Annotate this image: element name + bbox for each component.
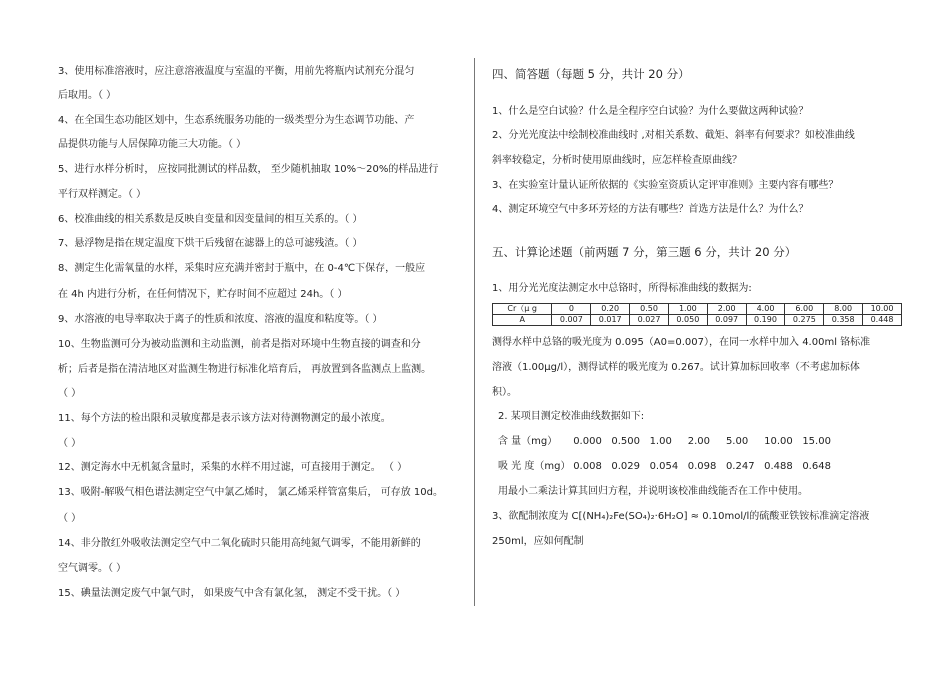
q2-value: 0.000 (573, 436, 602, 447)
calc-question-3: 3、欲配制浓度为 C[(NH₄)₂Fe(SO₄)₂·6H₂O] ≈ 0.10mol/l的硫酸亚铁铵标准滴定溶液 (492, 511, 870, 522)
calc-question-1: 1、用分光光度法测定水中总铬时，所得标准曲线的数据为: (492, 283, 752, 294)
left-line: 在 4h 内进行分析，在任何情况下，贮存时间不应超过 24h。（ ） (58, 289, 348, 300)
table-row (493, 315, 902, 326)
table-cell: 2.00 (707, 304, 746, 315)
table-cell: 0.017 (591, 315, 630, 326)
left-line: （ ） (58, 388, 82, 399)
left-line: 7、悬浮物是指在规定温度下烘干后残留在滤器上的总可滤残渣。（ ） (58, 238, 363, 249)
left-line: 空气调零。（ ） (58, 563, 127, 574)
short-answer-question: 斜率较稳定，分析时使用原曲线时，应怎样检查原曲线？ (492, 155, 742, 166)
table-cell: 0.050 (668, 315, 707, 326)
table-cell: A (493, 315, 552, 326)
q2-row-absorbance (498, 462, 837, 472)
left-line: 平行双样测定。（ ） (58, 189, 147, 200)
left-line: （ ） (58, 513, 82, 524)
q2-note: 用最小二乘法计算其回归方程，并说明该校准曲线能否在工作中使用。 (498, 486, 808, 497)
short-answer-question: 1、什么是空白试验？什么是全程序空白试验？为什么要做这两种试验？ (492, 106, 809, 117)
left-line: 后取用。（ ） (58, 90, 117, 101)
q2-value: 2.00 (687, 436, 711, 447)
table-cell: 10.00 (863, 304, 902, 315)
table-cell: 6.00 (785, 304, 824, 315)
table-cell: 0.50 (630, 304, 669, 315)
table-cell: 4.00 (746, 304, 785, 315)
table-row (493, 304, 902, 315)
left-line: 8、测定生化需氧量的水样，采集时应充满并密封于瓶中，在 0-4℃下保存，一般应 (58, 263, 426, 274)
table-cell: 0.097 (707, 315, 746, 326)
q2-value: 0.648 (802, 461, 831, 472)
table-cell: 0.027 (630, 315, 669, 326)
calc-question-1-text: 测得水样中总铬的吸光度为 0.095（A0=0.007），在同一水样中加入 4.00ml 铬标准 (492, 337, 871, 348)
left-line: 6、校准曲线的相关系数是反映自变量和因变量间的相互关系的。（ ） (58, 214, 363, 225)
left-line: 15、碘量法测定废气中氯气时， 如果废气中含有氯化氢， 测定不受干扰。（ ） (58, 588, 406, 599)
q2-value: 10.00 (764, 436, 793, 447)
short-answer-question: 2、分光光度法中绘制校准曲线时 ,对相关系数、截矩、斜率有何要求？如校准曲线 (492, 130, 855, 141)
calc-question-3: 250ml，应如何配制 (492, 536, 584, 547)
left-line: 4、在全国生态功能区划中，生态系统服务功能的一级类型分为生态调节功能、产 (58, 115, 415, 126)
q2-value: 0.008 (573, 461, 602, 472)
table-cell: 0.448 (863, 315, 902, 326)
short-answer-question: 4、测定环境空气中多环芳烃的方法有哪些？首选方法是什么？为什么？ (492, 204, 809, 215)
left-line: 13、吸附-解吸气相色谱法测定空气中氯乙烯时， 氯乙烯采样管富集后， 可存放 10d。 (58, 487, 443, 498)
q2-value: 5.00 (725, 436, 749, 447)
left-line: 品提供功能与人居保障功能三大功能。（ ） (58, 139, 247, 150)
left-line: 14、非分散红外吸收法测定空气中二氧化硫时只能用高纯氮气调零，不能用新鲜的 (58, 538, 421, 549)
q2-value: 15.00 (802, 436, 831, 447)
left-line: 9、水溶液的电导率取决于离子的性质和浓度、溶液的温度和粘度等。（ ） (58, 314, 383, 325)
q2-value: 0.029 (611, 461, 641, 472)
left-line: 5、进行水样分析时， 应按同批测试的样品数， 至少随机抽取 10%～20%的样品进行 (58, 164, 439, 175)
q2-value: 0.054 (649, 461, 679, 472)
column-divider (474, 58, 475, 606)
table-cell: 0.20 (591, 304, 630, 315)
q2-row-label: 吸 光 度（mg） (498, 461, 571, 472)
q2-value: 0.500 (611, 436, 641, 447)
section-4-title: 四、简答题（每题 5 分，共计 20 分） (492, 67, 690, 81)
calc-question-2: 2. 某项目测定校准曲线数据如下: (498, 411, 645, 422)
table-cell: 0.007 (552, 315, 591, 326)
short-answer-question: 3、在实验室计量认证所依据的《实验室资质认定评审准则》主要内容有哪些？ (492, 180, 839, 191)
left-line: 10、生物监测可分为被动监测和主动监测，前者是指对环境中生物直接的调查和分 (58, 339, 421, 350)
table-cell: 0.275 (785, 315, 824, 326)
left-line: （ ） (58, 438, 82, 449)
left-line: 3、使用标准溶液时，应注意溶液温度与室温的平衡，用前先将瓶内试剂充分混匀 (58, 66, 415, 77)
table-cell: 0 (552, 304, 591, 315)
table-cell: 8.00 (824, 304, 863, 315)
section-5-title: 五、计算论述题（前两题 7 分，第三题 6 分，共计 20 分） (492, 245, 797, 259)
calibration-table (492, 303, 902, 326)
left-line: 12、测定海水中无机氮含量时，采集的水样不用过滤，可直接用于测定。 （ ） (58, 462, 408, 473)
q2-value: 1.00 (649, 436, 672, 447)
q2-row-label: 含 量（mg） (498, 436, 558, 447)
left-line: 析；后者是指在清洁地区对监测生物进行标准化培育后， 再放置到各监测点上监测。 (58, 364, 432, 375)
q2-value: 0.247 (725, 461, 755, 472)
q2-row-content (498, 437, 837, 447)
left-line: 11、每个方法的检出限和灵敏度都是表示该方法对待测物测定的最小浓度。 (58, 413, 391, 424)
calc-question-1-text: 溶液（1.00μg/l），测得试样的吸光度为 0.267。试计算加标回收率（不考虑加标体 (492, 362, 860, 373)
table-cell: 0.358 (824, 315, 863, 326)
table-cell: 1.00 (668, 304, 707, 315)
table-cell: 0.190 (746, 315, 785, 326)
table-cell: Cr（μ g (493, 304, 552, 315)
calc-question-1-text: 积）。 (492, 387, 517, 398)
q2-value: 0.098 (687, 461, 717, 472)
q2-value: 0.488 (764, 461, 793, 472)
